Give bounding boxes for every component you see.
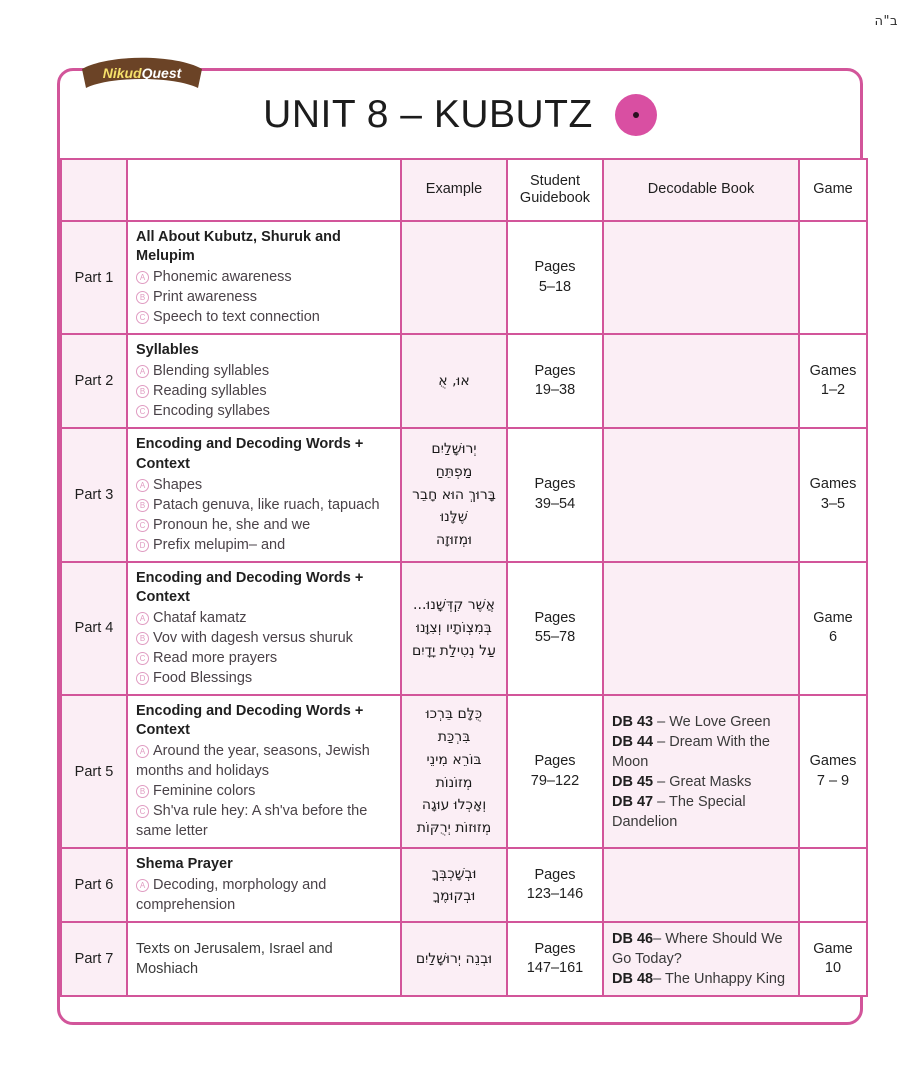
decodable-book-cell: [603, 695, 799, 848]
decodable-book-cell: [603, 334, 799, 428]
circled-letter-icon: B: [136, 385, 149, 398]
game-range: 10: [824, 960, 842, 977]
list-item-label: Around the year, seasons, Jewish months and holidays: [136, 743, 370, 780]
example-line: עַל נְטִילַת יָדָיִם: [412, 642, 496, 659]
topic-item-list: [136, 608, 392, 688]
example-line: בּוֹרֵא מִינֵי: [426, 751, 482, 768]
list-item: [136, 401, 392, 421]
part-label: Part 4: [61, 562, 127, 695]
game-cell: [799, 922, 867, 996]
example-line: שֶׁלָּנוּ: [440, 509, 468, 526]
example-line: יְרוּשָׁלַיִם: [431, 441, 477, 458]
pages-label: Pages: [534, 476, 576, 493]
list-item-label: Reading syllables: [153, 383, 267, 400]
pages-label: Pages: [534, 866, 576, 883]
pages-range: 39–54: [534, 496, 576, 512]
list-item-label: Decoding, morphology and comprehension: [136, 877, 327, 914]
topic-cell: [127, 848, 401, 922]
part-label: Part 6: [61, 848, 127, 922]
list-item-label: Phonemic awareness: [153, 269, 292, 286]
circled-letter-icon: D: [136, 672, 149, 685]
table-row: [61, 428, 867, 561]
topic-item-list: [136, 741, 392, 841]
list-item-label: Chataf kamatz: [153, 609, 247, 626]
pages-label: Pages: [534, 362, 576, 379]
example-cell: [401, 695, 507, 848]
table-row: [61, 922, 867, 996]
pages-range: 123–146: [526, 886, 584, 903]
game-cell: [799, 562, 867, 695]
example-line: וּבְנֵה יְרוּשָׁלַיִם: [415, 950, 493, 967]
example-line: וּמְזוּזָה: [436, 532, 472, 548]
header-decodable: Decodable Book: [603, 159, 799, 221]
guidebook-pages-cell: [507, 562, 603, 695]
game-cell: [799, 848, 867, 922]
list-item: [136, 475, 392, 495]
decodable-book-entry: [612, 732, 790, 772]
header-part: [61, 159, 127, 221]
pages-range: 79–122: [530, 772, 580, 789]
example-line: מְזוּזוֹת יְרֻקּוֹת: [416, 819, 492, 836]
list-item-label: Food Blessings: [153, 669, 253, 686]
header-guidebook-line: Student: [530, 172, 580, 189]
list-item: [136, 608, 392, 628]
circled-letter-icon: A: [136, 612, 149, 625]
circled-letter-icon: C: [136, 805, 149, 818]
list-item-label: Speech to text connection: [153, 309, 320, 326]
decodable-book-code: DB 45: [612, 773, 654, 790]
list-item: [136, 535, 392, 555]
part-label: Part 1: [61, 221, 127, 334]
part-label: Part 2: [61, 334, 127, 428]
decodable-book-entry: [612, 969, 790, 989]
decodable-book-code: DB 43: [612, 713, 654, 730]
pages-range: 147–161: [526, 960, 584, 977]
topic-cell: [127, 562, 401, 695]
topic-cell: [127, 334, 401, 428]
decodable-book-entry: [612, 712, 790, 732]
list-item-label: Prefix melupim– and: [153, 536, 286, 553]
table-row: [61, 695, 867, 848]
guidebook-pages-cell: [507, 334, 603, 428]
decodable-book-code: DB 46: [612, 931, 654, 948]
pages-label: Pages: [534, 752, 576, 769]
guidebook-pages-cell: [507, 922, 603, 996]
pages-range: 19–38: [534, 382, 576, 399]
circled-letter-icon: A: [136, 745, 149, 758]
circled-letter-icon: C: [136, 519, 149, 532]
nikudquest-logo: [78, 55, 206, 91]
decodable-book-separator: –: [653, 733, 670, 750]
list-item-label: Encoding syllabes: [153, 403, 270, 420]
game-label: Game: [813, 609, 853, 626]
guidebook-pages-cell: [507, 695, 603, 848]
topic-item-list: [136, 361, 392, 421]
decodable-book-cell: [603, 922, 799, 996]
list-item: [136, 495, 392, 515]
example-line: אוּ, אֻ: [438, 372, 470, 389]
example-line: בָּרוּךְ הוּא חָבֵר: [412, 486, 496, 503]
list-item: [136, 287, 392, 307]
circled-letter-icon: B: [136, 632, 149, 645]
list-item-label: Shapes: [153, 476, 203, 493]
header-topic: [127, 159, 401, 221]
example-cell: [401, 221, 507, 334]
topic-heading: Shema Prayer: [136, 856, 233, 873]
game-cell: [799, 221, 867, 334]
game-cell: [799, 695, 867, 848]
example-line: מְזוֹנוֹת: [435, 774, 473, 791]
part-label: Part 5: [61, 695, 127, 848]
topic-cell: [127, 428, 401, 561]
table-row: [61, 221, 867, 334]
decodable-book-title: The Special Dandelion: [612, 793, 746, 830]
example-cell: [401, 428, 507, 561]
game-range: 3–5: [820, 496, 846, 512]
list-item-label: Sh'va rule hey: A sh'va before the same letter: [136, 803, 368, 840]
pages-label: Pages: [534, 609, 576, 626]
decodable-book-cell: [603, 848, 799, 922]
decodable-book-title: The Unhappy King: [664, 971, 786, 988]
header-example: Example: [401, 159, 507, 221]
topic-cell: [127, 695, 401, 848]
table-row: [61, 562, 867, 695]
header-game: Game: [799, 159, 867, 221]
guidebook-pages-cell: [507, 221, 603, 334]
decodable-book-cell: [603, 428, 799, 561]
decodable-book-separator: –: [653, 793, 669, 810]
decodable-book-title: Dream With the Moon: [612, 733, 770, 770]
topic-heading: Encoding and Decoding Words + Context: [136, 569, 364, 605]
topic-item-list: [136, 267, 392, 327]
circled-letter-icon: C: [136, 311, 149, 324]
decodable-book-separator: –: [653, 931, 666, 948]
game-range: 6: [828, 629, 838, 646]
list-item-label: Feminine colors: [153, 783, 256, 800]
circled-letter-icon: A: [136, 365, 149, 378]
table-row: [61, 334, 867, 428]
bet-hey-mark: ב"ה: [874, 14, 898, 29]
decodable-book-cell: [603, 562, 799, 695]
list-item: [136, 875, 392, 915]
topic-heading: Syllables: [136, 342, 199, 359]
list-item: [136, 801, 392, 841]
list-item-label: Blending syllables: [153, 363, 270, 380]
topic-heading: Encoding and Decoding Words + Context: [136, 436, 364, 472]
decodable-book-separator: –: [653, 971, 665, 988]
circled-letter-icon: A: [136, 479, 149, 492]
list-item: [136, 361, 392, 381]
game-label: Games: [809, 476, 857, 493]
topic-item-list: [136, 875, 392, 915]
decodable-book-entry: [612, 772, 790, 792]
example-line: בְּמִצְוֹתָיו וְצִוָּנוּ: [416, 619, 492, 636]
content-frame: [57, 68, 863, 1025]
example-line: וּבְשָׁכְבְּךָ וּבְקוּמֶךָ: [431, 865, 477, 905]
topic-text: Texts on Jerusalem, Israel and Moshiach: [136, 941, 333, 978]
list-item: [136, 628, 392, 648]
kubutz-dot-icon: [615, 94, 657, 136]
guidebook-pages-cell: [507, 428, 603, 561]
game-label: Game: [813, 940, 853, 957]
game-range: 7 – 9: [816, 772, 850, 789]
list-item: [136, 648, 392, 668]
page-title: UNIT 8 – KUBUTZ: [263, 92, 593, 136]
example-cell: [401, 848, 507, 922]
circled-letter-icon: C: [136, 405, 149, 418]
game-range: 1–2: [820, 382, 846, 399]
list-item-label: Patach genuva, like ruach, tapuach: [153, 496, 380, 513]
part-label: Part 7: [61, 922, 127, 996]
decodable-book-code: DB 48: [612, 971, 654, 988]
circled-letter-icon: B: [136, 291, 149, 304]
decodable-book-title: Where Should We Go Today?: [612, 931, 783, 968]
list-item: [136, 381, 392, 401]
example-line: כֻּלָּם בֵּרְכוּ בִּרְכַּת: [425, 706, 483, 746]
list-item: [136, 781, 392, 801]
pages-label: Pages: [534, 940, 576, 957]
list-item-label: Print awareness: [153, 289, 257, 306]
game-cell: [799, 334, 867, 428]
list-item-label: Read more prayers: [153, 649, 278, 666]
topic-item-list: [136, 475, 392, 555]
list-item: [136, 741, 392, 781]
example-line: וְאָכְלוּ עוּגָה: [421, 797, 487, 814]
example-line: אֲשֶׁר קִדְּשָׁנוּ...: [413, 597, 495, 614]
example-cell: [401, 334, 507, 428]
header-guidebook-line: Guidebook: [519, 190, 591, 206]
decodable-book-title: We Love Green: [669, 713, 771, 730]
decodable-book-separator: –: [653, 773, 670, 790]
guidebook-pages-cell: [507, 848, 603, 922]
circled-letter-icon: A: [136, 271, 149, 284]
decodable-book-title: Great Masks: [669, 773, 752, 790]
list-item: [136, 515, 392, 535]
pages-range: 5–18: [538, 278, 572, 295]
list-item: [136, 267, 392, 287]
circled-letter-icon: C: [136, 652, 149, 665]
game-label: Games: [809, 752, 857, 769]
topic-heading: All About Kubutz, Shuruk and Melupim: [136, 229, 341, 265]
svg-text:NikudQuest: NikudQuest: [102, 65, 182, 81]
circled-letter-icon: D: [136, 539, 149, 552]
circled-letter-icon: B: [136, 785, 149, 798]
pages-label: Pages: [534, 259, 576, 276]
topic-heading: Encoding and Decoding Words + Context: [136, 702, 364, 738]
example-cell: [401, 922, 507, 996]
list-item-label: Vov with dagesh versus shuruk: [153, 629, 353, 646]
part-label: Part 3: [61, 428, 127, 561]
list-item-label: Pronoun he, she and we: [153, 516, 311, 533]
example-line: מַפְתֵּחַ: [435, 463, 473, 480]
topic-cell: [127, 922, 401, 996]
topic-cell: [127, 221, 401, 334]
game-cell: [799, 428, 867, 561]
header-guidebook: [507, 159, 603, 221]
unit-parts-table: [60, 158, 868, 997]
list-item: [136, 307, 392, 327]
decodable-book-cell: [603, 221, 799, 334]
list-item: [136, 668, 392, 688]
decodable-book-entry: [612, 929, 790, 969]
decodable-book-code: DB 47: [612, 793, 654, 810]
table-row: [61, 848, 867, 922]
pages-range: 55–78: [534, 629, 576, 646]
table-header-row: [61, 159, 867, 221]
circled-letter-icon: B: [136, 499, 149, 512]
circled-letter-icon: A: [136, 879, 149, 892]
decodable-book-entry: [612, 792, 790, 832]
example-cell: [401, 562, 507, 695]
decodable-book-separator: –: [653, 713, 670, 730]
decodable-book-code: DB 44: [612, 733, 654, 750]
game-label: Games: [809, 362, 857, 379]
